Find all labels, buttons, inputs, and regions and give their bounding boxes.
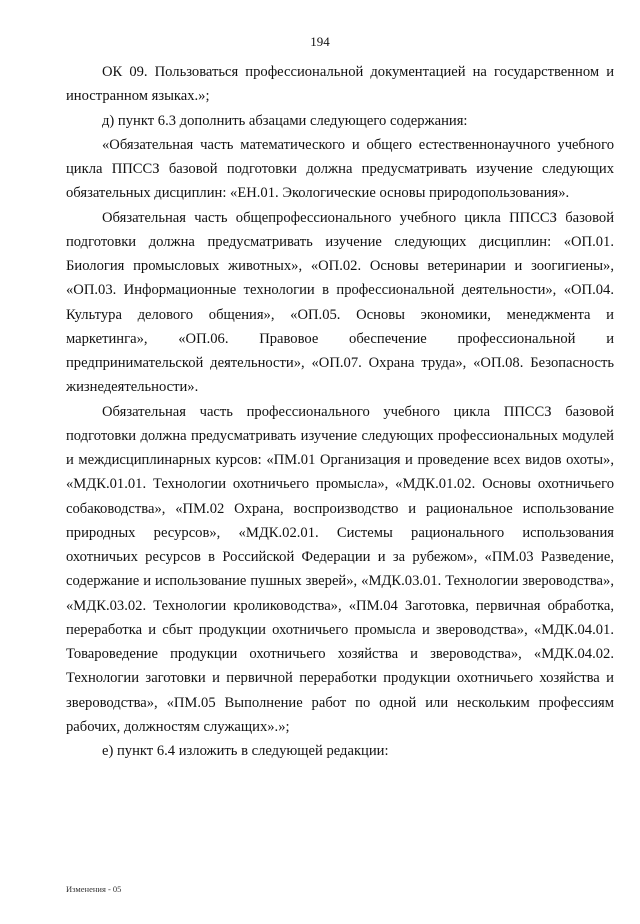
page-number: 194 (310, 34, 330, 49)
paragraph-en-cycle: «Обязательная часть математического и общего естественнонаучного учебного цикла ППССЗ базовой подготовки должна предусматривать изучение следующих обязательных дисциплин: «ЕН.01. Экологические основы природопользования». (66, 136, 614, 202)
footer-note: Изменения - 05 (66, 884, 122, 894)
document-body (66, 60, 614, 763)
paragraph-ok09: ОК 09. Пользоваться профессиональной документацией на государственном и иностранном языках.»; (66, 64, 614, 105)
paragraph-item-e: е) пункт 6.4 изложить в следующей редакции: (102, 743, 389, 759)
paragraph-pm-cycle: Обязательная часть профессионального учебного цикла ППССЗ базовой подготовки должна предусматривать изучение следующих профессиональных модулей и междисциплинарных курсов: «ПМ.01 Организация и проведение всех видов охоты», «МДК.01.01. Технологии охотничьего промысла», «МДК.01.02. Основы охотничьего собаководства», «ПМ.02 Охрана, воспроизводство и рациональное использование природных ресурсов», «МДК.02.01. Системы рационального использования охотничьих ресурсов в Российской Федерации и за рубежом», «ПМ.03 Разведение, содержание и использование пушных зверей», «МДК.03.01. Технологии звероводства», «МДК.03.02. Технологии кролиководства», «ПМ.04 Заготовка, первичная обработка, переработка и сбыт продукции охотничьего промысла и звероводства», «МДК.04.01. Товароведение продукции охотничьего хозяйства и звероводства», «МДК.04.02. Технологии заготовки и первичной переработки продукции охотничьего хозяйства и звероводства», «ПМ.05 Выполнение работ по одной или нескольким профессиям рабочих, должностям служащих».»; (66, 403, 614, 735)
paragraph-item-d: д) пункт 6.3 дополнить абзацами следующего содержания: (102, 112, 468, 129)
paragraph-op-cycle: Обязательная часть общепрофессионального учебного цикла ППССЗ базовой подготовки должна предусматривать изучение следующих дисциплин: «ОП.01. Биология промысловых животных», «ОП.02. Основы ветеринарии и зоогигиены», «ОП.03. Информационные технологии в профессиональной деятельности», «ОП.04. Культура делового общения», «ОП.05. Основы экономики, менеджмента и маркетинга», «ОП.06. Правовое обеспечение профессиональной и предпринимательской деятельности», «ОП.07. Охрана труда», «ОП.08. Безопасность жизнедеятельности». (66, 209, 614, 396)
